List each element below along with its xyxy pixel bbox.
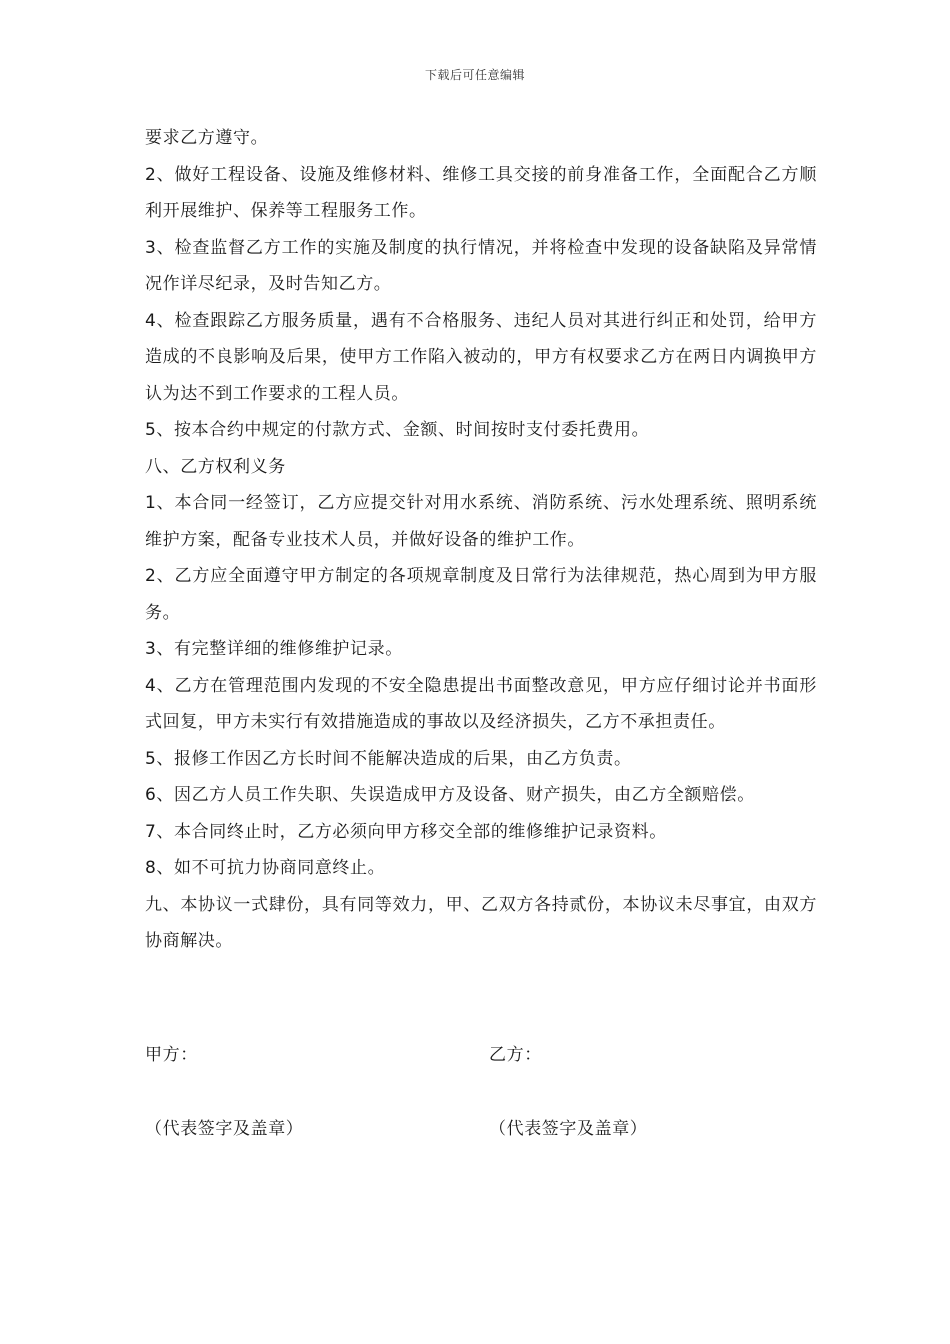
- paragraph: 2、做好工程设备、设施及维修材料、维修工具交接的前身准备工作，全面配合乙方顺利开展维护、保养等工程服务工作。: [145, 164, 817, 221]
- party-a-label: 甲方：: [145, 1045, 198, 1065]
- paragraph: 5、报修工作因乙方长时间不能解决造成的后果，由乙方负责。: [145, 748, 632, 769]
- paragraph: 8、如不可抗力协商同意终止。: [145, 858, 386, 878]
- paragraph: 1、本合同一经签订，乙方应提交针对用水系统、消防系统、污水处理系统、照明系统维护方案，配备专业技术人员，并做好设备的维护工作。: [145, 493, 817, 550]
- paragraph: 3、检查监督乙方工作的实施及制度的执行情况，并将检查中发现的设备缺陷及异常情况作详尽纪录，及时告知乙方。: [145, 237, 817, 294]
- party-a-signature-note: （代表签字及盖章）: [145, 1119, 304, 1139]
- section-heading: 九、本协议一式肆份，具有同等效力，甲、乙双方各持贰份，本协议未尽事宜，由双方协商解决。: [145, 894, 817, 951]
- paragraph: 4、乙方在管理范围内发现的不安全隐患提出书面整改意见，甲方应仔细讨论并书面形式回复，甲方未实行有效措施造成的事故以及经济损失，乙方不承担责任。: [145, 675, 817, 732]
- paragraph: 7、本合同终止时，乙方必须向甲方移交全部的维修维护记录资料。: [145, 821, 667, 842]
- signature-party-row: [145, 1040, 817, 1070]
- paragraph: 2、乙方应全面遵守甲方制定的各项规章制度及日常行为法律规范，热心周到为甲方服务。: [145, 566, 817, 623]
- paragraph: 要求乙方遵守。: [145, 128, 269, 148]
- paragraph: 3、有完整详细的维修维护记录。: [145, 639, 403, 659]
- section-heading: 八、乙方权利义务: [145, 456, 286, 477]
- party-b-signature-note: （代表签字及盖章）: [489, 1119, 648, 1139]
- paragraph: 5、按本合约中规定的付款方式、金额、时间按时支付委托费用。: [145, 420, 650, 440]
- party-b-label: 乙方：: [489, 1045, 542, 1065]
- paragraph: 4、检查跟踪乙方服务质量，遇有不合格服务、违纪人员对其进行纠正和处罚，给甲方造成的不良影响及后果，使甲方工作陷入被动的，甲方有权要求乙方在两日内调换甲方认为达不到工作要求的工程人员。: [145, 310, 817, 404]
- signature-sign-row: [145, 1114, 817, 1144]
- document-body: [145, 120, 817, 960]
- signature-block: [145, 1040, 817, 1144]
- paragraph: 6、因乙方人员工作失职、失误造成甲方及设备、财产损失，由乙方全额赔偿。: [145, 785, 755, 805]
- page-header: 下载后可任意编辑: [424, 68, 525, 82]
